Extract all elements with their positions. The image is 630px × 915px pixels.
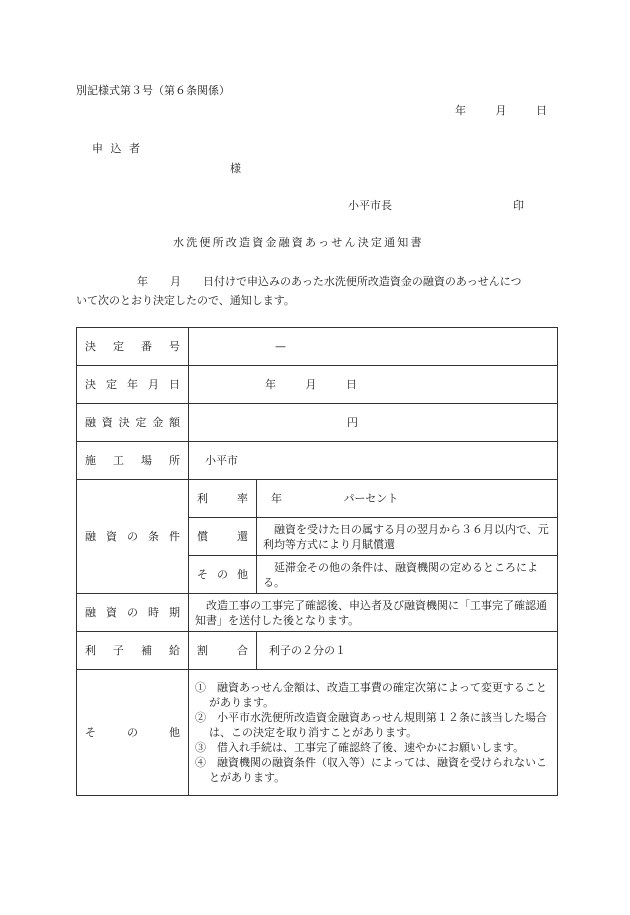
applicant-sama: 様 [230,162,241,175]
decision-date-year: 年 [265,378,276,391]
row-construction-site [77,442,558,480]
row-interest-subsidy [77,632,558,670]
header-date-year: 年 [455,104,466,117]
decision-number-label: 決定番号 [77,328,189,366]
loan-amount-unit: 円 [189,404,558,442]
notes-list [195,680,551,785]
construction-site-label: 施工場所 [77,442,189,480]
subsidy-ratio-label: 割合 [189,632,257,670]
construction-site-value: 小平市 [189,442,558,480]
intro-text [76,272,558,310]
issuer-name: 小平市長 [348,199,392,212]
row-interest-rate [77,480,558,518]
decision-number-value: — [189,328,558,366]
decision-date-day: 日 [346,378,357,391]
form-number: 別記様式第３号（第６条関係） [76,84,230,97]
row-decision-number [77,328,558,366]
other-conditions-value: 延滞金その他の条件は、融資機関の定めるところによる。 [257,556,558,594]
note-item: ② 小平市水洗便所改造資金融資あっせん規則第１２条に該当した場合は、この決定を取り消すことがあります。 [195,711,547,739]
header-date-month: 月 [495,104,507,117]
decision-date-value [189,366,558,404]
note-item: ③ 借入れ手続は、工事完了確認終了後、速やかにお願いします。 [195,741,525,754]
decision-date-month: 月 [305,378,317,391]
header-date-day: 日 [536,104,547,117]
loan-conditions-label: 融資の条件 [77,480,189,594]
row-other-notes [77,670,558,796]
other-notes-value [189,670,558,796]
intro-line-2: いて次のとおり決定したので、通知します。 [76,294,295,307]
row-decision-date [77,366,558,404]
subsidy-ratio-value: 利子の２分の１ [257,632,558,670]
seal-mark: 印 [513,199,524,212]
row-loan-timing [77,594,558,632]
decision-date-label: 決定年月日 [77,366,189,404]
interest-subsidy-label: 利子補給 [77,632,189,670]
applicant-label: 申 込 者 [92,142,142,155]
loan-amount-label: 融資決定金額 [77,404,189,442]
interest-rate-label: 利率 [189,480,257,518]
interest-rate-percent: パーセント [343,492,399,505]
repayment-value: 融資を受けた日の属する月の翌月から３６月以内で、元利均等方式により月賦償還 [257,518,558,556]
note-item: ④ 融資機関の融資条件（収入等）によっては、融資を受けられないことがあります。 [195,756,547,784]
note-item: ① 融資あっせん金額は、改造工事費の確定次第によって変更することがあります。 [195,681,547,709]
loan-timing-value: 改造工事の工事完了確認後、申込者及び融資機関に「工事完了確認通知書」を送付した後となります。 [189,594,558,632]
document-title: 水洗便所改造資金融資あっせん決定通知書 [173,236,424,249]
interest-rate-year: 年 [271,492,282,505]
intro-line-1: 年 月 日付けで申込みのあった水洗便所改造資金の融資のあっせんにつ [137,275,522,288]
row-loan-amount [77,404,558,442]
other-notes-label: その他 [77,670,189,796]
loan-timing-label: 融資の時期 [77,594,189,632]
header-date [455,104,547,118]
interest-rate-value [257,480,558,518]
decision-table [76,327,558,796]
other-conditions-label: その他 [189,556,257,594]
repayment-label: 償還 [189,518,257,556]
